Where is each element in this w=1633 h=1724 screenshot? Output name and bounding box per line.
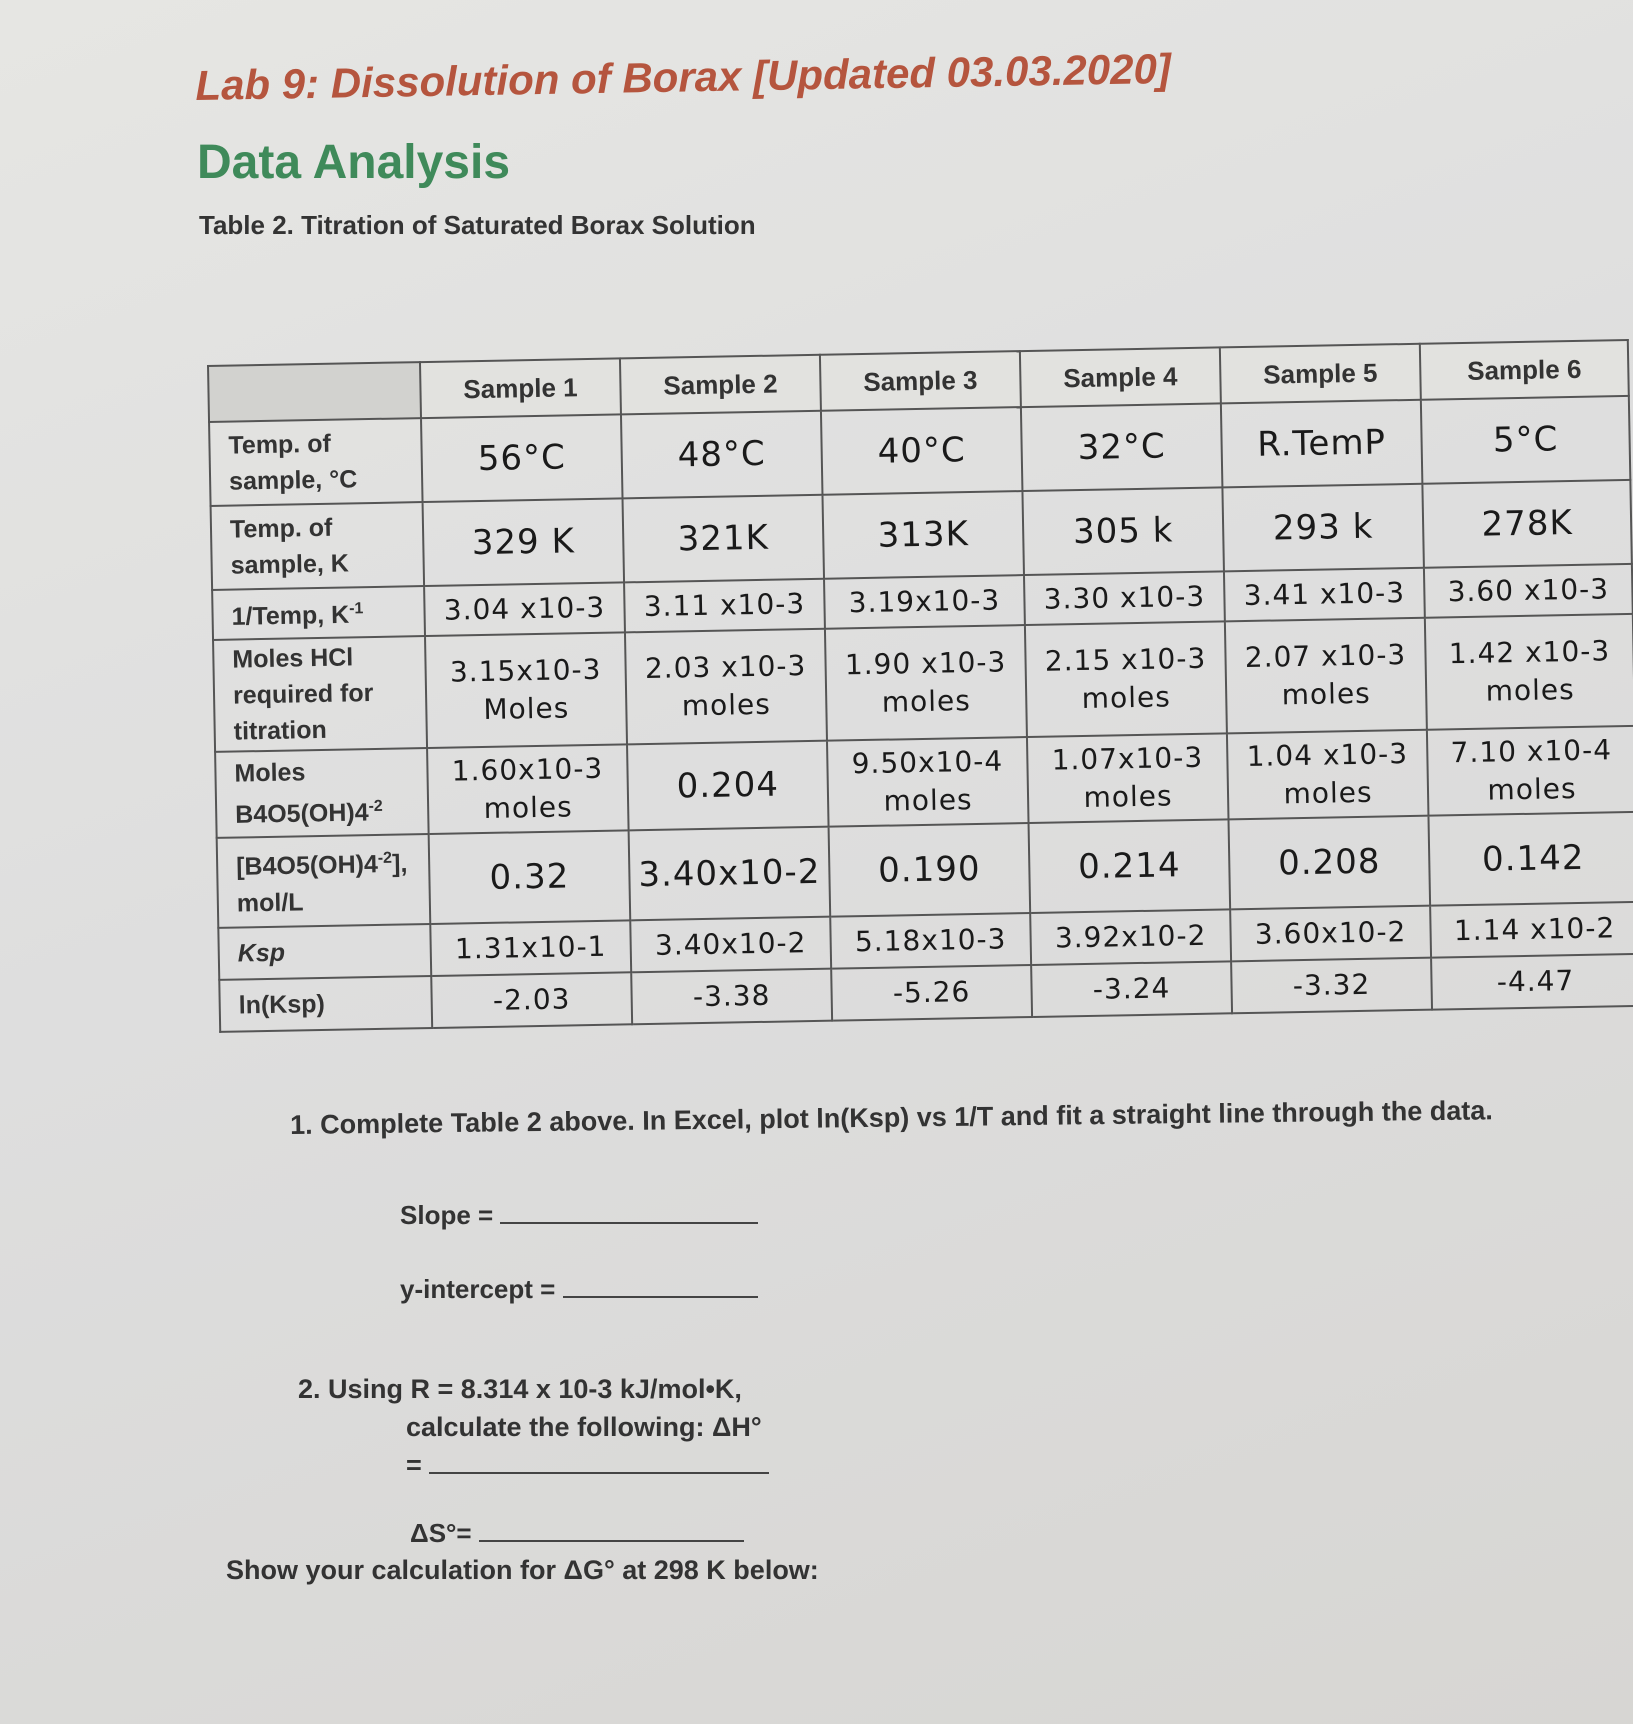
table-cell: 1.14 x10-2 bbox=[1430, 902, 1633, 958]
table-cell: 321K bbox=[623, 495, 825, 583]
cell-value: 3.15x10-3 bbox=[449, 652, 602, 689]
table-cell: 0.142 bbox=[1428, 812, 1633, 906]
table-cell: R.TemP bbox=[1221, 400, 1423, 488]
table-cell: -3.32 bbox=[1231, 958, 1432, 1014]
table-cell bbox=[1027, 733, 1229, 823]
table-cell bbox=[1425, 614, 1633, 730]
row-label-line: Temp. of bbox=[229, 513, 333, 544]
table-cell: 1.31x10-1 bbox=[430, 920, 631, 976]
table-cell bbox=[825, 625, 1027, 741]
cell-value: 1.42 x10-3 bbox=[1448, 634, 1611, 671]
table-cell: 278K bbox=[1422, 480, 1632, 568]
cell-unit: moles bbox=[1283, 775, 1373, 811]
cell-value: 2.03 x10-3 bbox=[644, 649, 807, 686]
table-cell: -4.47 bbox=[1431, 954, 1633, 1010]
intercept-answer bbox=[400, 1274, 758, 1305]
table-caption: Table 2. Titration of Saturated Borax Solution bbox=[199, 210, 756, 240]
row-label bbox=[219, 976, 432, 1032]
cell-unit: moles bbox=[1485, 672, 1575, 708]
ds-answer bbox=[410, 1518, 744, 1549]
table-cell bbox=[425, 632, 627, 748]
cell-unit: Moles bbox=[483, 691, 570, 726]
row-label-superscript: -2 bbox=[377, 850, 393, 868]
row-label-line: ln(Ksp) bbox=[238, 989, 326, 1020]
cell-value: 7.10 x10-4 bbox=[1450, 733, 1613, 770]
table-cell: 313K bbox=[822, 491, 1024, 579]
table-cell: 329 K bbox=[423, 498, 625, 586]
row-label-superscript: -2 bbox=[368, 798, 383, 816]
row-label-line: Ksp bbox=[237, 938, 286, 968]
table-cell: 305 k bbox=[1022, 487, 1224, 575]
table-cell: 3.40x10-2 bbox=[629, 827, 831, 921]
intercept-blank[interactable] bbox=[563, 1295, 758, 1298]
row-label-superscript: -1 bbox=[348, 600, 364, 618]
data-table-wrapper bbox=[207, 339, 1633, 1033]
table-cell: -2.03 bbox=[431, 972, 632, 1028]
column-header: Sample 5 bbox=[1220, 344, 1421, 404]
question-2-line: calculate the following: ΔH° bbox=[406, 1412, 762, 1442]
table-cell: 3.60 x10-3 bbox=[1424, 564, 1633, 618]
column-header: Sample 4 bbox=[1020, 347, 1221, 407]
lab-title: Lab 9: Dissolution of Borax [Updated 03.03.2020] bbox=[195, 44, 1172, 109]
table-cell bbox=[827, 737, 1029, 827]
cell-unit: moles bbox=[1487, 771, 1577, 807]
table-cell: 3.11 x10-3 bbox=[624, 579, 825, 633]
question-2 bbox=[298, 1370, 769, 1484]
question-1: 1. Complete Table 2 above. In Excel, plot ln(Ksp) vs 1/T and fit a straight line through the data. bbox=[290, 1095, 1493, 1140]
dh-answer bbox=[298, 1446, 769, 1484]
dh-blank[interactable] bbox=[429, 1471, 769, 1474]
cell-unit: moles bbox=[1083, 779, 1173, 815]
table-cell: 56°C bbox=[421, 414, 623, 502]
table-cell: 5.18x10-3 bbox=[830, 913, 1031, 969]
table-cell bbox=[627, 741, 829, 831]
slope-label: Slope = bbox=[400, 1200, 494, 1230]
cell-unit: moles bbox=[883, 783, 973, 818]
table-cell: 0.32 bbox=[429, 830, 631, 924]
table-cell: 48°C bbox=[621, 411, 823, 499]
table-cell bbox=[625, 629, 827, 745]
section-title: Data Analysis bbox=[197, 136, 511, 189]
slope-blank[interactable] bbox=[500, 1221, 758, 1224]
table-cell: 3.19x10-3 bbox=[824, 575, 1025, 629]
row-label bbox=[211, 502, 425, 590]
row-label bbox=[215, 748, 429, 838]
row-label-line: B4O5(OH)4 bbox=[234, 798, 369, 830]
titration-table bbox=[207, 339, 1633, 1033]
row-label-line: sample, °C bbox=[228, 465, 358, 496]
cell-value: 1.60x10-3 bbox=[451, 751, 604, 788]
table-corner-cell bbox=[208, 362, 421, 422]
table-cell: 3.92x10-2 bbox=[1030, 909, 1231, 965]
cell-value: 0.204 bbox=[676, 764, 780, 807]
row-label-line: mol/L bbox=[236, 887, 304, 918]
table-cell: 3.30 x10-3 bbox=[1024, 571, 1225, 625]
table-cell: -3.24 bbox=[1031, 961, 1232, 1017]
column-header: Sample 6 bbox=[1420, 340, 1629, 400]
row-label bbox=[212, 586, 425, 640]
slope-answer bbox=[400, 1200, 758, 1231]
row-label-line: Moles HCl bbox=[232, 643, 354, 674]
row-label-line: Temp. of bbox=[228, 429, 332, 460]
cell-value: 1.07x10-3 bbox=[1051, 740, 1204, 777]
row-label-line: [B4O5(OH)4 bbox=[235, 850, 379, 882]
dg-calculation-prompt: Show your calculation for ΔG° at 298 K below: bbox=[226, 1555, 819, 1585]
ds-label: ΔS°= bbox=[410, 1518, 472, 1548]
cell-value: 2.07 x10-3 bbox=[1244, 638, 1407, 675]
cell-value: 9.50x10-4 bbox=[851, 744, 1004, 781]
row-label-line: 1/Temp, K bbox=[231, 601, 350, 632]
column-header: Sample 1 bbox=[420, 358, 621, 418]
table-cell: -5.26 bbox=[831, 965, 1032, 1021]
table-cell: 5°C bbox=[1421, 396, 1631, 484]
column-header: Sample 2 bbox=[620, 355, 821, 415]
question-2-line: 2. Using R = 8.314 x 10-3 kJ/mol•K, bbox=[298, 1374, 742, 1404]
table-cell bbox=[1225, 618, 1427, 734]
table-cell bbox=[1427, 726, 1633, 816]
table-cell bbox=[1227, 730, 1429, 820]
intercept-label: y-intercept = bbox=[400, 1274, 556, 1304]
row-label bbox=[217, 834, 431, 928]
row-label-line: sample, K bbox=[230, 549, 350, 580]
table-cell: 3.40x10-2 bbox=[630, 917, 831, 973]
row-label bbox=[218, 924, 431, 980]
ds-blank[interactable] bbox=[479, 1539, 744, 1542]
table-cell bbox=[1025, 621, 1227, 737]
table-cell: 0.208 bbox=[1228, 816, 1430, 910]
row-label-line: required for bbox=[232, 679, 374, 710]
cell-unit: moles bbox=[1081, 680, 1172, 716]
table-cell: -3.38 bbox=[631, 969, 832, 1025]
table-cell: 3.60x10-2 bbox=[1230, 906, 1431, 962]
cell-value: 2.15 x10-3 bbox=[1044, 641, 1207, 678]
row-label-line: titration bbox=[233, 715, 328, 746]
table-cell: 40°C bbox=[821, 407, 1023, 495]
row-label-line: Moles bbox=[234, 758, 306, 788]
table-cell: 3.04 x10-3 bbox=[424, 582, 625, 636]
table-cell: 0.214 bbox=[1029, 819, 1231, 913]
cell-value: 1.90 x10-3 bbox=[844, 645, 1007, 682]
cell-unit: moles bbox=[881, 684, 972, 719]
row-label-line: ], bbox=[391, 850, 408, 879]
row-label bbox=[213, 636, 427, 752]
column-header: Sample 3 bbox=[820, 351, 1021, 411]
table-cell: 32°C bbox=[1021, 403, 1223, 491]
cell-value: 1.04 x10-3 bbox=[1246, 737, 1409, 774]
table-cell: 3.41 x10-3 bbox=[1224, 568, 1425, 622]
row-label bbox=[209, 418, 423, 506]
table-cell bbox=[427, 744, 629, 834]
table-cell: 293 k bbox=[1222, 484, 1424, 572]
cell-unit: moles bbox=[681, 687, 772, 723]
cell-unit: moles bbox=[1281, 676, 1372, 712]
dh-equals: = bbox=[406, 1450, 422, 1480]
table-cell: 0.190 bbox=[829, 823, 1031, 917]
cell-unit: moles bbox=[483, 790, 573, 826]
